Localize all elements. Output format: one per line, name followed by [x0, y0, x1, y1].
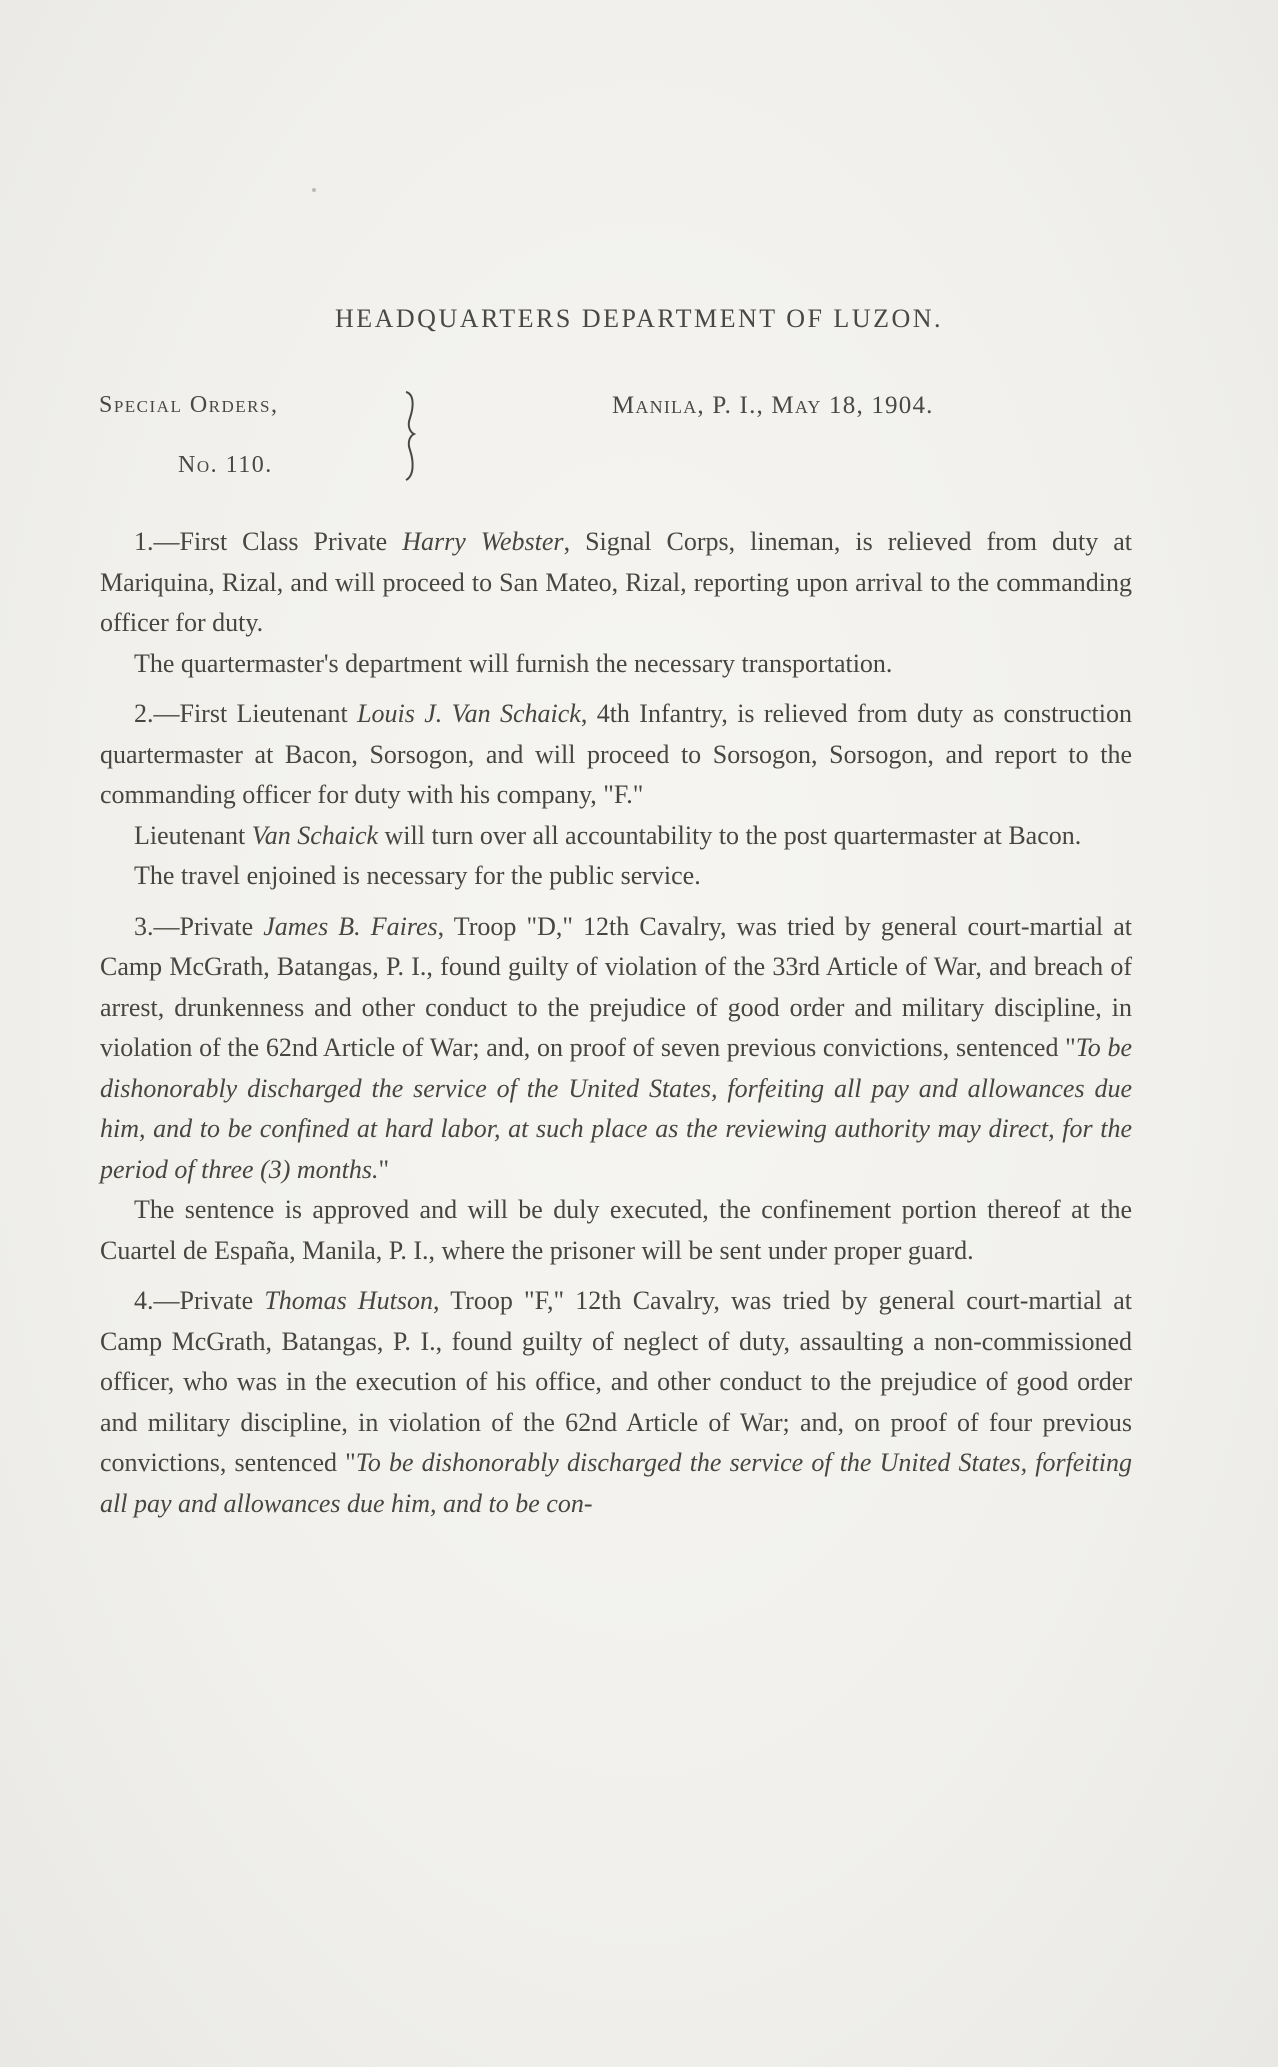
- order-lead: 3.—Private: [134, 911, 264, 941]
- order-note-text: The quartermaster's department will furnish the necessary transportation.: [134, 648, 893, 678]
- order-note: [100, 856, 1132, 897]
- order-lead: 4.—Private: [134, 1286, 265, 1315]
- page-heading: HEADQUARTERS DEPARTMENT OF LUZON.: [334, 304, 944, 333]
- paper-speck: [312, 188, 316, 192]
- order-text: , 4th Infantry, is relieved from duty as construction quartermaster at Bacon, Sorsogon, and will proceed to Sorsogon, Sorsogon, and report to the commanding officer for duty with his company, "F.": [100, 699, 1132, 809]
- order-note-text: The travel enjoined is necessary for the public service.: [134, 861, 701, 890]
- person-name: Thomas Hutson: [264, 1286, 433, 1315]
- order-note: [100, 816, 1132, 857]
- order-item-3: [100, 907, 1132, 1191]
- closing-quote: ": [378, 1154, 390, 1184]
- sentence-text: To be dishonorably discharged the service of the United States, forfeiting all pay and allowances due him, and to be con-: [100, 1448, 1132, 1518]
- place-and-date: Manila, P. I., May 18, 1904.: [612, 392, 934, 419]
- order-note-text: The sentence is approved and will be duly executed, the confinement portion thereof at the Cuartel de España, Manila, P. I., where the prisoner will be sent under proper guard.: [100, 1195, 1132, 1265]
- order-item-1: [100, 522, 1132, 644]
- person-name: Harry Webster: [402, 527, 564, 556]
- special-orders-number: No. 110.: [178, 452, 273, 478]
- order-item-4: [100, 1281, 1132, 1524]
- person-name: Van Schaick: [251, 820, 379, 850]
- person-name: Louis J. Van Schaick: [357, 699, 581, 728]
- order-text: , Troop "F," 12th Cavalry, was tried by general court-martial at Camp McGrath, Batangas, P. I., found guilty of neglect of duty, assaulting a non-commissioned officer, who was in the execution of his office, and other conduct to the prejudice of good order and military discipline, in violation of the 62nd Article of War; and, on proof of four previous convictions, sentenced ": [100, 1286, 1132, 1477]
- special-orders-label: Special Orders,: [99, 392, 279, 418]
- brace-mark: [400, 388, 422, 484]
- order-note: [100, 644, 1132, 685]
- order-note-text: will turn over all accountability to the post quartermaster at Bacon.: [378, 820, 1082, 850]
- person-name: James B. Faires: [263, 911, 438, 941]
- order-note-lead: Lieutenant: [134, 820, 252, 850]
- order-item-2: [100, 694, 1132, 816]
- order-note: [100, 1190, 1132, 1271]
- sentence-text: To be dishonorably discharged the service of the United States, forfeiting all pay and allowances due him, and to be confined at hard labor, at such place as the reviewing authority may direct, for the period of three (3) months.: [100, 1033, 1132, 1184]
- orders-body: [100, 522, 1132, 1524]
- order-lead: 1.—First Class Private: [134, 527, 403, 556]
- order-text: , Signal Corps, lineman, is relieved from duty at Mariquina, Rizal, and will proceed to San Mateo, Rizal, reporting upon arrival to the commanding officer for duty.: [100, 527, 1132, 637]
- order-lead: 2.—First Lieutenant: [134, 699, 358, 728]
- order-text: , Troop "D," 12th Cavalry, was tried by general court-martial at Camp McGrath, Batangas, P. I., found guilty of violation of the 33rd Article of War, and breach of arrest, drunkenness and other conduct to the prejudice of good order and military discipline, in violation of the 62nd Article of War; and, on proof of seven previous convictions, sentenced ": [100, 911, 1132, 1062]
